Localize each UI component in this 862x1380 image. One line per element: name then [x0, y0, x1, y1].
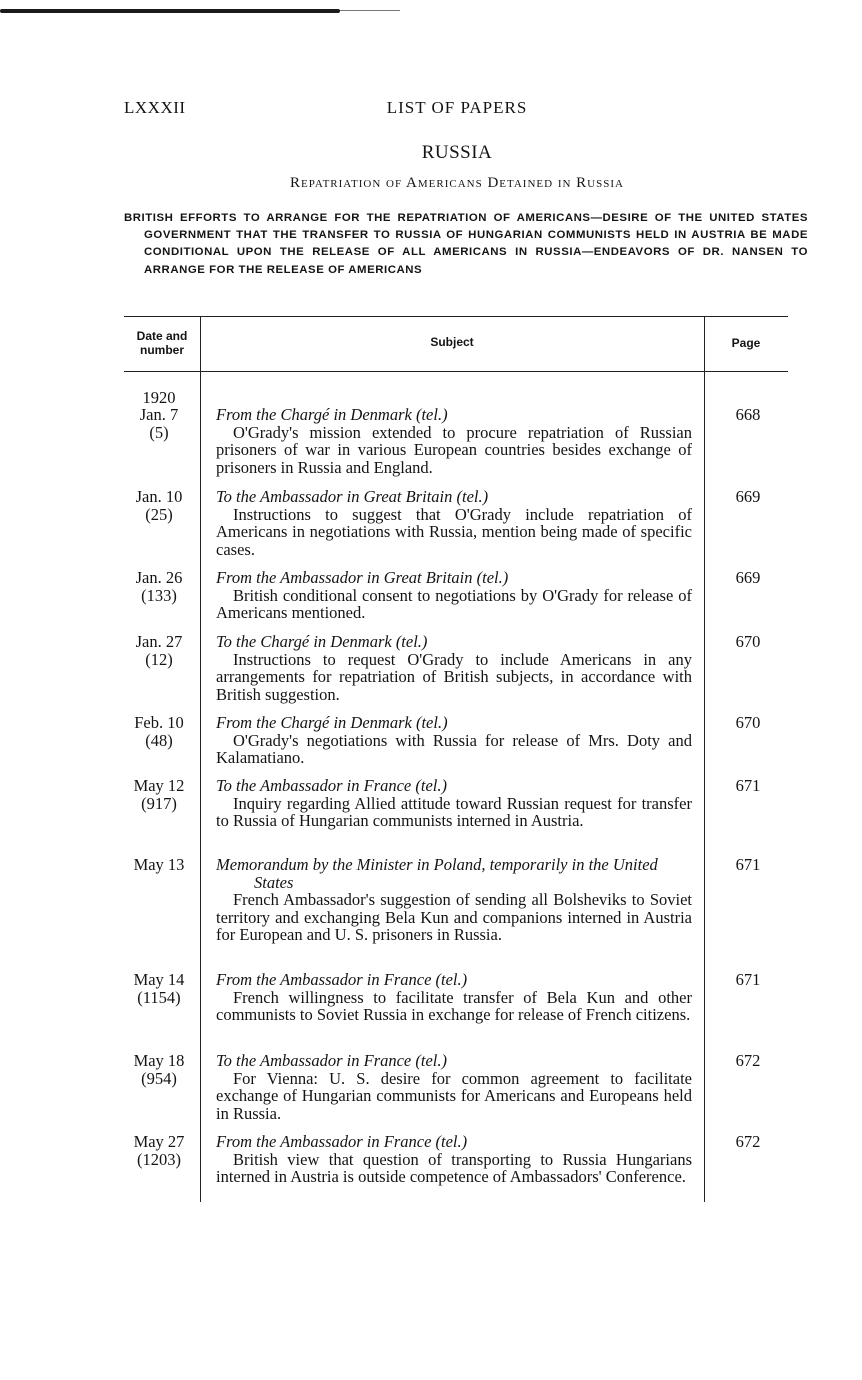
entry-description: British conditional consent to negotiations by O'Grady for release of Americans mentioned. — [216, 585, 692, 622]
column-divider-right — [704, 316, 705, 1202]
entry-date — [124, 488, 194, 523]
entry-date-text: May 13 — [133, 855, 185, 874]
entry-source: From the Chargé in Denmark (tel.) — [216, 713, 448, 732]
entry-source: To the Ambassador in France (tel.) — [216, 776, 447, 795]
entry-source: Memorandum by the Minister in Poland, temporarily in the United States — [216, 855, 658, 892]
entry-subject — [216, 406, 692, 476]
entry-subject — [216, 1052, 692, 1122]
entry-description: O'Grady's mission extended to procure repatriation of Russian prisoners of war in various European countries besides exchange of prisoners in Russia and England. — [216, 422, 692, 477]
entry-description: Instructions to suggest that O'Grady include repatriation of Americans in negotiations with Russia, mention being made of specific cases. — [216, 504, 692, 559]
entry-number: (25) — [145, 504, 173, 524]
entry-subject — [216, 856, 692, 944]
entry-date — [124, 856, 194, 874]
entry-page: 669 — [735, 568, 761, 587]
subsection-title: Repatriation of Americans Detained in Russia — [290, 175, 624, 191]
entry-page: 672 — [735, 1132, 761, 1151]
entry-description: Inquiry regarding Allied attitude toward Russian request for transfer to Russia of Hungarian communists interned in Austria. — [216, 793, 692, 830]
entry-description: Instructions to request O'Grady to include Americans in any arrangements for repatriation of British subjects, in accordance with British suggestion. — [216, 649, 692, 704]
entry-source: To the Ambassador in France (tel.) — [216, 1051, 447, 1070]
entry-date-text: Feb. 10 — [134, 713, 184, 732]
entry-date-text: Jan. 7 — [139, 405, 179, 424]
page-number: LXXXII — [124, 98, 186, 117]
entry-date — [124, 406, 194, 441]
entry-date-text: Jan. 26 — [135, 568, 183, 587]
entry-subject — [216, 971, 692, 1024]
entry-date — [124, 714, 194, 749]
entry-description: British view that question of transporting to Russia Hungarians interned in Austria is outside competence of Ambassadors' Conference. — [216, 1149, 692, 1186]
entry-number: (954) — [141, 1068, 177, 1088]
entry-source: To the Chargé in Denmark (tel.) — [216, 632, 428, 651]
section-title: RUSSIA — [421, 142, 493, 163]
entry-date — [124, 777, 194, 812]
entry-source: From the Ambassador in Great Britain (tel.) — [216, 568, 509, 587]
entry-date-text: Jan. 27 — [135, 632, 183, 651]
entry-page: 671 — [735, 776, 761, 795]
entry-subject — [216, 1133, 692, 1186]
entry-date — [124, 569, 194, 604]
year-label: 1920 — [142, 388, 176, 407]
entry-page: 669 — [735, 487, 761, 506]
entry-number: (1154) — [137, 987, 181, 1007]
entry-number: (48) — [145, 730, 173, 750]
entry-date-text: May 12 — [133, 776, 185, 795]
entry-page: 670 — [735, 632, 761, 651]
entry-source: To the Ambassador in Great Britain (tel.) — [216, 487, 489, 506]
running-title: LIST OF PAPERS — [386, 98, 528, 117]
entry-date — [124, 633, 194, 668]
entry-number: (5) — [149, 422, 169, 442]
entry-subject — [216, 777, 692, 830]
entry-page: 671 — [735, 855, 761, 874]
topic-heading: BRITISH EFFORTS TO ARRANGE FOR THE REPATRIATION OF AMERICANS—DESIRE OF THE UNITED STATES GOVERNMENT THAT THE TRANSFER TO RUSSIA OF HUNGARIAN COMMUNISTS HELD IN AUSTRIA BE MADE CONDITIONAL UPON THE RELEASE OF ALL AMERICANS IN RUSSIA—ENDEAVORS OF DR. NANSEN TO ARRANGE FOR THE RELEASE OF AMERICANS — [124, 212, 808, 276]
entry-subject — [216, 488, 692, 558]
date-header-line2: number — [139, 343, 184, 357]
entry-date-text: May 18 — [133, 1051, 185, 1070]
entry-subject — [216, 569, 692, 622]
entry-date — [124, 1052, 194, 1087]
entry-description: For Vienna: U. S. desire for common agreement to facilitate exchange of Hungarian communists for Americans and Europeans held in Russia. — [216, 1068, 692, 1123]
table-header-rule — [124, 371, 788, 372]
top-edge-rule — [0, 9, 340, 13]
entry-date-text: Jan. 10 — [135, 487, 183, 506]
top-edge-rule-tail — [340, 10, 400, 11]
entry-date — [124, 1133, 194, 1168]
entry-subject — [216, 633, 692, 703]
entry-date-text: May 27 — [133, 1132, 185, 1151]
date-column-header — [124, 329, 200, 357]
entry-subject — [216, 714, 692, 767]
entry-description: O'Grady's negotiations with Russia for release of Mrs. Doty and Kalamatiano. — [216, 730, 692, 767]
table-top-rule — [124, 316, 788, 317]
entry-source: From the Ambassador in France (tel.) — [216, 1132, 468, 1151]
entry-date — [124, 971, 194, 1006]
entry-page: 670 — [735, 713, 761, 732]
page-column-header: Page — [731, 336, 761, 350]
entry-number: (1203) — [137, 1149, 181, 1169]
entry-number: (917) — [141, 793, 177, 813]
entry-page: 668 — [735, 405, 761, 424]
entry-date-text: May 14 — [133, 970, 185, 989]
date-header-line1: Date and — [136, 329, 188, 343]
entry-page: 672 — [735, 1051, 761, 1070]
column-divider-left — [200, 316, 201, 1202]
entry-page: 671 — [735, 970, 761, 989]
entry-description: French willingness to facilitate transfer of Bela Kun and other communists to Soviet Russia in exchange for release of French citizens. — [216, 987, 692, 1024]
entry-number: (133) — [141, 585, 177, 605]
entry-description: French Ambassador's suggestion of sending all Bolsheviks to Soviet territory and exchanging Bela Kun and companions interned in Austria for European and U. S. prisoners in Russia. — [216, 890, 692, 944]
entry-source: From the Chargé in Denmark (tel.) — [216, 405, 448, 424]
entry-source: From the Ambassador in France (tel.) — [216, 970, 468, 989]
entry-number: (12) — [145, 649, 173, 669]
subject-column-header: Subject — [430, 335, 474, 349]
